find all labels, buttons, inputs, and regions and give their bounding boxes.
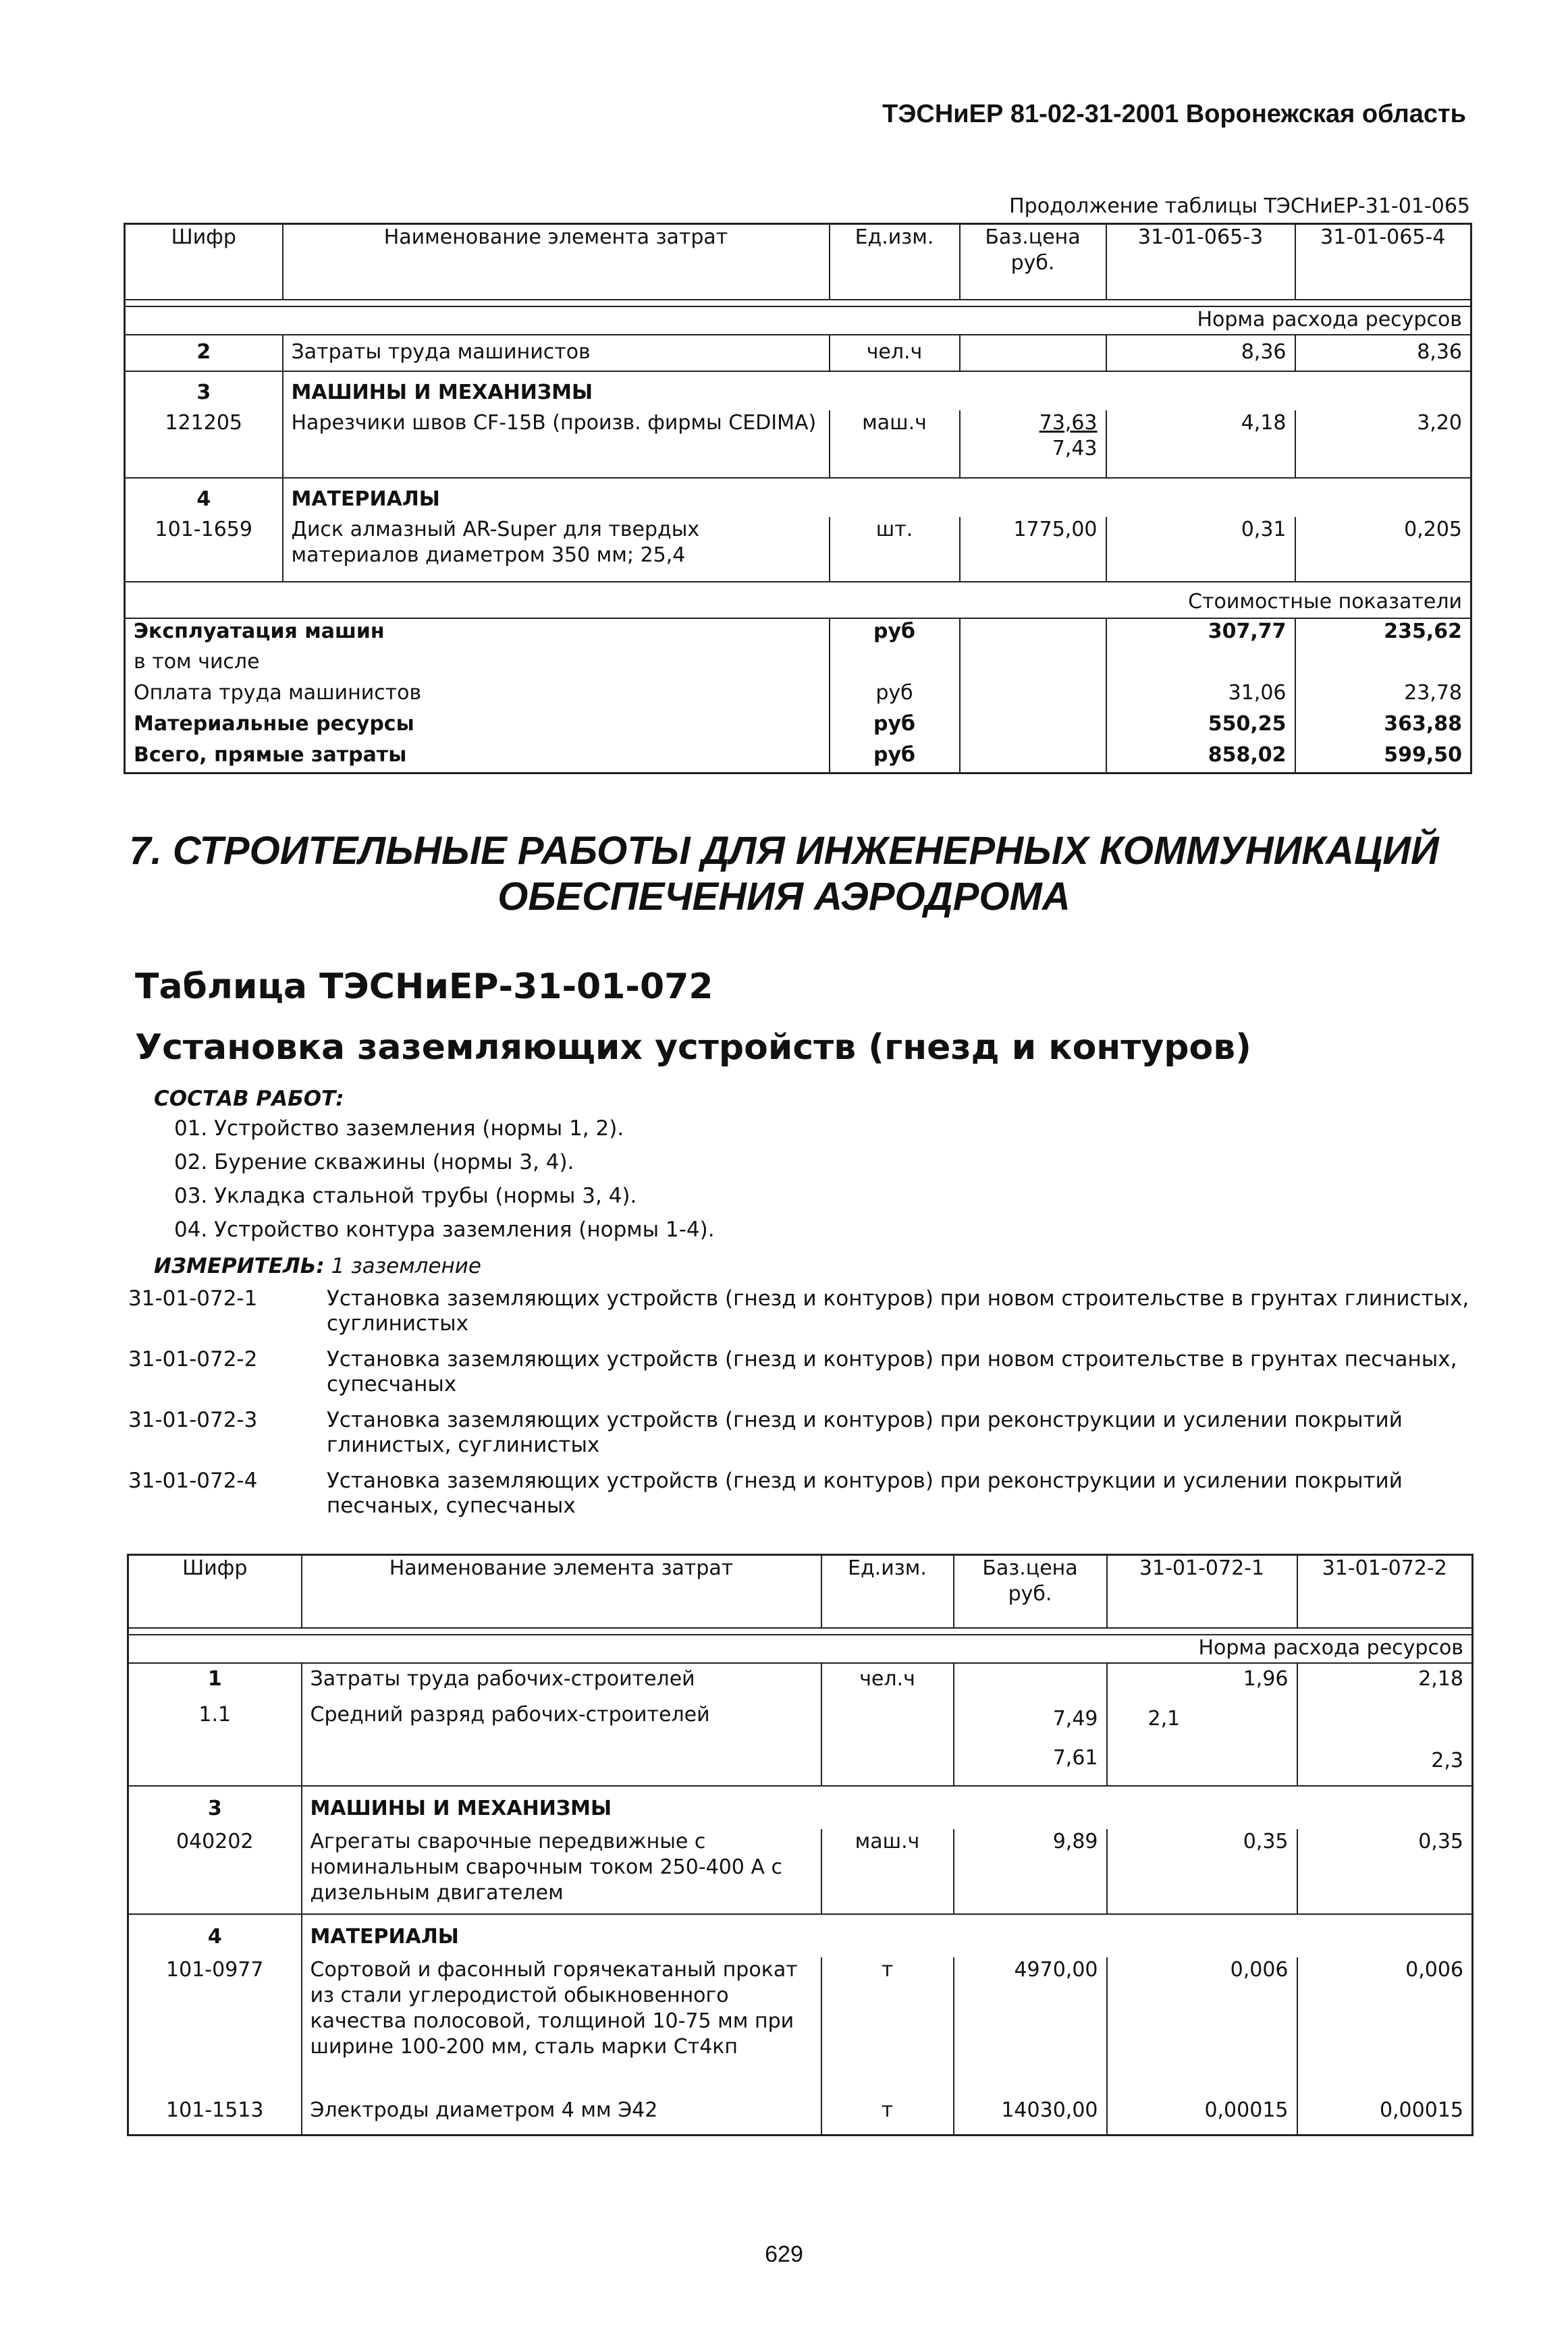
table-subtitle: Установка заземляющих устройств (гнезд и контуров) — [135, 1027, 1251, 1068]
row-name: Электроды диаметром 4 мм Э42 — [302, 2098, 821, 2136]
table-title: Таблица ТЭСНиЕР-31-01-072 — [135, 967, 713, 1007]
row-name: МАШИНЫ И МЕХАНИЗМЫ — [283, 371, 830, 410]
section-title-line-1: 7. СТРОИТЕЛЬНЫЕ РАБОТЫ ДЛЯ ИНЖЕНЕРНЫХ КОММУНИКАЦИЙ — [129, 829, 1439, 873]
summary-unit: руб — [830, 618, 960, 649]
summary-name: Оплата труда машинистов — [134, 680, 422, 705]
summary-value-2 — [1295, 649, 1471, 680]
row-name — [302, 1745, 821, 1786]
row-unit — [821, 1702, 954, 1745]
table-row — [128, 1786, 1473, 1829]
works-item: 01. Устройство заземления (нормы 1, 2). — [174, 1116, 624, 1141]
resource-table-065 — [124, 223, 1472, 774]
summary-value-1: 307,77 — [1106, 618, 1295, 649]
col-header-norm-4: 31-01-065-4 — [1295, 224, 1471, 300]
row-value-1 — [1107, 1745, 1297, 1786]
row-name: Средний разряд рабочих-строителей — [302, 1702, 821, 1745]
summary-value-1: 550,25 — [1106, 711, 1295, 742]
summary-value-2: 363,88 — [1295, 711, 1471, 742]
summary-row — [125, 649, 1471, 680]
col-header-price: Баз.цена руб. — [954, 1555, 1107, 1628]
col-header-code: Шифр — [125, 224, 283, 300]
row-name: Нарезчики швов CF-15B (произв. фирмы CEDIMA) — [283, 410, 830, 478]
summary-value-2: 599,50 — [1295, 742, 1471, 773]
cost-label-row — [125, 582, 1471, 618]
row-code: 1.1 — [198, 1702, 232, 1727]
meter-line — [154, 1253, 481, 1280]
row-code: 101-1513 — [166, 2098, 264, 2122]
col-header-price: Баз.цена руб. — [960, 224, 1106, 300]
summary-unit — [830, 649, 960, 680]
summary-name: Всего, прямые затраты — [134, 742, 407, 767]
row-code: 101-0977 — [166, 1957, 264, 1982]
cost-label: Стоимостные показатели — [125, 582, 1471, 618]
col-header-norm-1: 31-01-072-1 — [1107, 1555, 1297, 1628]
works-item: 03. Укладка стальной трубы (нормы 3, 4). — [174, 1184, 637, 1208]
table-row — [128, 1702, 1473, 1745]
norm-code: 31-01-072-4 — [128, 1469, 258, 1493]
col-header-code: Шифр — [128, 1555, 302, 1628]
row-code: 040202 — [175, 1829, 254, 1853]
row-value-1: 0,006 — [1107, 1957, 1297, 2098]
row-price: 4970,00 — [954, 1957, 1107, 2098]
table-row — [125, 335, 1471, 371]
row-value-2: 0,35 — [1297, 1829, 1473, 1914]
norm-description: Установка заземляющих устройств (гнезд и контуров) при новом строительстве в грунтах песчаных, супесчаных — [327, 1347, 1457, 1396]
norm-label: Норма расхода ресурсов — [125, 306, 1471, 335]
summary-row — [125, 711, 1471, 742]
table-row — [128, 1914, 1473, 1957]
summary-name: Эксплуатация машин — [134, 619, 385, 643]
norm-description: Установка заземляющих устройств (гнезд и контуров) при реконструкции и усилении покрытий песчаных, супесчаных — [327, 1469, 1403, 1518]
works-item: 02. Бурение скважины (нормы 3, 4). — [174, 1150, 574, 1174]
norm-label-row — [128, 1635, 1473, 1663]
summary-name: в том числе — [134, 649, 260, 674]
row-unit: маш.ч — [830, 410, 960, 478]
row-unit: чел.ч — [821, 1663, 954, 1702]
row-value-2: 2,3 — [1297, 1745, 1473, 1786]
row-code: 2 — [196, 339, 211, 364]
row-value-1: 1,96 — [1107, 1663, 1297, 1702]
norm-code: 31-01-072-3 — [128, 1408, 258, 1432]
summary-value-2: 23,78 — [1295, 680, 1471, 711]
norm-label: Норма расхода ресурсов — [128, 1635, 1473, 1663]
row-price: 1775,00 — [960, 517, 1106, 582]
row-price: 7,49 — [954, 1702, 1107, 1745]
row-unit: маш.ч — [821, 1829, 954, 1914]
table-row — [128, 1663, 1473, 1702]
row-name: Диск алмазный AR-Super для твердых материалов диаметром 350 мм; 25,4 — [283, 517, 830, 582]
summary-value-1: 31,06 — [1106, 680, 1295, 711]
norm-description: Установка заземляющих устройств (гнезд и контуров) при реконструкции и усилении покрытий глинистых, суглинистых — [327, 1408, 1403, 1457]
row-name: Затраты труда рабочих-строителей — [302, 1663, 821, 1702]
norm-code: 31-01-072-1 — [128, 1286, 258, 1311]
row-code: 3 — [128, 1786, 302, 1829]
norm-description: Установка заземляющих устройств (гнезд и контуров) при новом строительстве в грунтах глинистых, суглинистых — [327, 1286, 1469, 1336]
row-name: Агрегаты сварочные передвижные с номинальным сварочным током 250-400 А с дизельным двигателем — [302, 1829, 821, 1914]
table-row — [128, 1957, 1473, 2098]
resource-table-072 — [127, 1554, 1474, 2136]
summary-value-1 — [1106, 649, 1295, 680]
summary-value-1: 858,02 — [1106, 742, 1295, 773]
row-code: 121205 — [165, 410, 243, 435]
row-unit: чел.ч — [830, 335, 960, 371]
summary-row — [125, 618, 1471, 649]
row-unit — [821, 1745, 954, 1786]
col-header-norm-3: 31-01-065-3 — [1106, 224, 1295, 300]
col-header-name: Наименование элемента затрат — [302, 1555, 821, 1628]
row-price — [954, 1663, 1107, 1702]
row-price — [960, 335, 1106, 371]
row-value-1: 0,00015 — [1107, 2098, 1297, 2136]
row-code: 3 — [125, 371, 283, 410]
table-row — [128, 2098, 1473, 2136]
row-price-base: 73,63 — [1039, 410, 1098, 435]
row-name: Сортовой и фасонный горячекатаный прокат из стали углеродистой обыкновенного качества полосовой, толщиной 10-75 мм при ширине 100-200 мм, сталь марки Ст4кп — [302, 1957, 821, 2098]
row-value-2: 8,36 — [1295, 335, 1471, 371]
section-title-line-2: ОБЕСПЕЧЕНИЯ АЭРОДРОМА — [497, 875, 1071, 919]
row-code: 101-1659 — [155, 517, 252, 541]
row-value-2 — [1297, 1702, 1473, 1745]
row-code: 4 — [125, 478, 283, 517]
col-header-norm-2: 31-01-072-2 — [1297, 1555, 1473, 1628]
col-header-unit: Ед.изм. — [830, 224, 960, 300]
row-value-1: 0,31 — [1106, 517, 1295, 582]
row-value-2: 0,006 — [1297, 1957, 1473, 2098]
norm-label-row — [125, 306, 1471, 335]
works-item: 04. Устройство контура заземления (нормы 1-4). — [174, 1218, 715, 1242]
row-value-1: 2,1 — [1107, 1702, 1297, 1745]
row-price-labor: 7,43 — [1052, 436, 1098, 460]
row-name: Затраты труда машинистов — [283, 335, 830, 371]
col-header-unit: Ед.изм. — [821, 1555, 954, 1628]
summary-unit: руб — [830, 742, 960, 773]
row-value-2: 3,20 — [1295, 410, 1471, 478]
table-row — [125, 478, 1471, 517]
row-unit: шт. — [830, 517, 960, 582]
row-name: МАШИНЫ И МЕХАНИЗМЫ — [302, 1786, 821, 1829]
row-value-1: 8,36 — [1106, 335, 1295, 371]
table-row — [125, 371, 1471, 410]
row-unit: т — [821, 1957, 954, 2098]
summary-value-2: 235,62 — [1295, 618, 1471, 649]
summary-unit: руб — [830, 711, 960, 742]
meter-value: 1 заземление — [331, 1254, 481, 1278]
summary-name: Материальные ресурсы — [134, 711, 414, 736]
page-number: 629 — [765, 2241, 803, 2267]
row-value-1: 4,18 — [1106, 410, 1295, 478]
row-price: 7,61 — [954, 1745, 1107, 1786]
row-price — [960, 410, 1106, 478]
table-row — [128, 1829, 1473, 1914]
table-header-row — [125, 224, 1471, 300]
row-code: 4 — [128, 1914, 302, 1957]
table-row — [125, 410, 1471, 478]
norm-code: 31-01-072-2 — [128, 1347, 258, 1371]
meter-label: ИЗМЕРИТЕЛЬ: — [154, 1254, 325, 1278]
row-value-1: 0,35 — [1107, 1829, 1297, 1914]
summary-row — [125, 680, 1471, 711]
summary-row — [125, 742, 1471, 773]
works-label: СОСТАВ РАБОТ: — [154, 1087, 344, 1111]
summary-unit: руб — [830, 680, 960, 711]
row-name: МАТЕРИАЛЫ — [283, 478, 830, 517]
row-price: 14030,00 — [954, 2098, 1107, 2136]
row-value-2: 0,205 — [1295, 517, 1471, 582]
row-code — [128, 1745, 302, 1786]
row-unit: т — [821, 2098, 954, 2136]
table-continuation-label: Продолжение таблицы ТЭСНиЕР-31-01-065 — [1009, 194, 1470, 218]
table-header-row — [128, 1555, 1473, 1628]
row-value-2: 2,18 — [1297, 1663, 1473, 1702]
row-value-2: 0,00015 — [1297, 2098, 1473, 2136]
row-code: 1 — [207, 1666, 222, 1691]
page-header: ТЭСНиЕР 81-02-31-2001 Воронежская область — [882, 100, 1466, 128]
table-row — [125, 517, 1471, 582]
row-name: МАТЕРИАЛЫ — [302, 1914, 821, 1957]
row-price: 9,89 — [954, 1829, 1107, 1914]
table-row — [128, 1745, 1473, 1786]
col-header-name: Наименование элемента затрат — [283, 224, 830, 300]
